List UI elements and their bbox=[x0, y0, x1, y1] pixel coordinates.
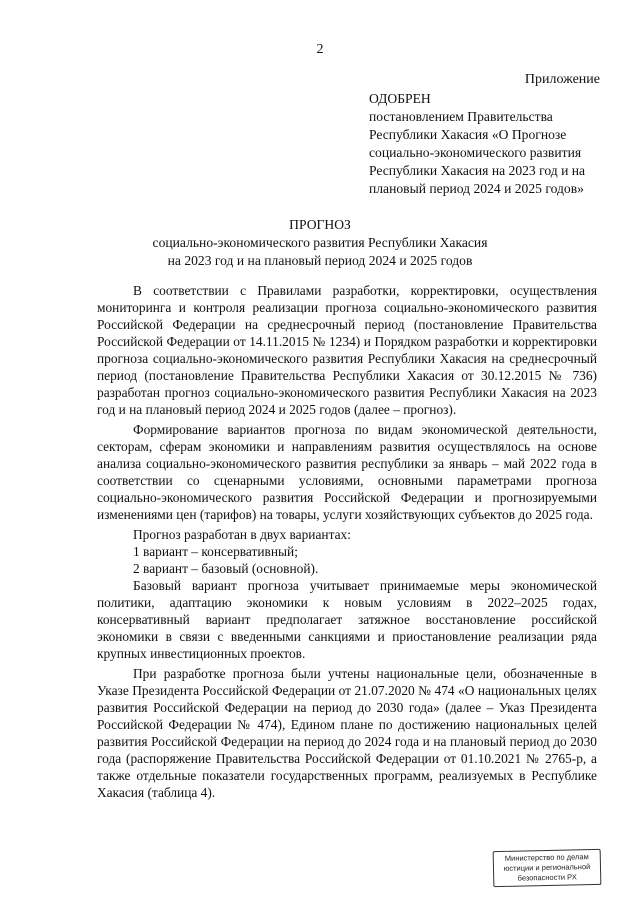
paragraph-two-variants: Прогноз разработан в двух вариантах: bbox=[133, 527, 351, 542]
ministry-stamp bbox=[493, 849, 602, 887]
approval-line: социально-экономического развития bbox=[369, 145, 582, 160]
approval-line: Республики Хакасия на 2023 год и на bbox=[369, 163, 586, 178]
title-heading: ПРОГНОЗ bbox=[289, 217, 351, 232]
paragraph-national-goals: При разработке прогноза были учтены национальные цели, обозначенные в Указе Президента Российской Федерации от 21.07.2020 № 474 «О национальных целях развития Российской Федерации на период до 2030 года» (далее – Указ Президента Российской Федерации № 474), Едином плане по достижению национальных целей развития Российской Федерации на период до 2024 года и на плановый период до 2030 года (распоряжение Правительства Российской Федерации от 01.10.2021 № 2765-р, а также отдельные показатели государственных программ, реализуемых в Республике Хакасия (таблица 4). bbox=[97, 666, 597, 800]
page-number: 2 bbox=[316, 42, 324, 57]
approval-line: плановый период 2024 и 2025 годов» bbox=[369, 181, 584, 196]
paragraph-base-variant: Базовый вариант прогноза учитывает принимаемые меры экономической политики, адаптацию экономики к новым условиям в 2022–2025 годах, консервативный вариант предполагает затяжное восстановление российской экономики в связи с введенными санкциями и приостановление реализации ряда крупных инвестиционных проектов. bbox=[97, 578, 597, 661]
approval-line: постановлением Правительства bbox=[369, 109, 553, 124]
stamp-line: безопасности РХ bbox=[517, 872, 577, 883]
document-body bbox=[97, 282, 597, 804]
approval-block bbox=[369, 90, 609, 198]
approval-line: Республики Хакасия «О Прогнозе bbox=[369, 127, 567, 142]
title-line-1: социально-экономического развития Республики Хакасия bbox=[152, 235, 488, 250]
approval-line: ОДОБРЕН bbox=[369, 91, 431, 106]
paragraph-variants-formation: Формирование вариантов прогноза по видам экономической деятельности, секторам, сферам экономики и направлениям развития осуществлялось на основе анализа социально-экономического развития республики за январь – май 2022 года в соответствии со сценарными условиями, основными параметрами прогноза социально-экономического развития Российской Федерации и прогнозируемыми изменениями цен (тарифов) на товары, услуги хозяйствующих субъектов до 2025 года. bbox=[97, 422, 597, 522]
stamp-line: Министерство по делам bbox=[504, 852, 589, 863]
document-title bbox=[0, 216, 640, 270]
stamp-line: юстиции и региональной bbox=[503, 862, 591, 873]
paragraph-legal-basis: В соответствии с Правилами разработки, корректировки, осуществления мониторинга и контроля реализации прогноза социально-экономического развития Российской Федерации на среднесрочный период (постановление Правительства Российской Федерации от 14.11.2015 № 1234) и Порядком разработки и корректировки прогноза социально-экономического развития Республики Хакасия на среднесрочный период (постановление Правительства Республики Хакасия от 30.12.2015 № 736) разработан прогноз социально-экономического развития Республики Хакасия на 2023 год и на плановый период 2024 и 2025 годов (далее – прогноз). bbox=[97, 283, 597, 417]
list-item-variant-2: 2 вариант – базовый (основной). bbox=[133, 561, 319, 576]
appendix-label: Приложение bbox=[524, 72, 600, 87]
list-item-variant-1: 1 вариант – консервативный; bbox=[133, 544, 298, 559]
title-line-2: на 2023 год и на плановый период 2024 и 2025 годов bbox=[167, 253, 473, 268]
